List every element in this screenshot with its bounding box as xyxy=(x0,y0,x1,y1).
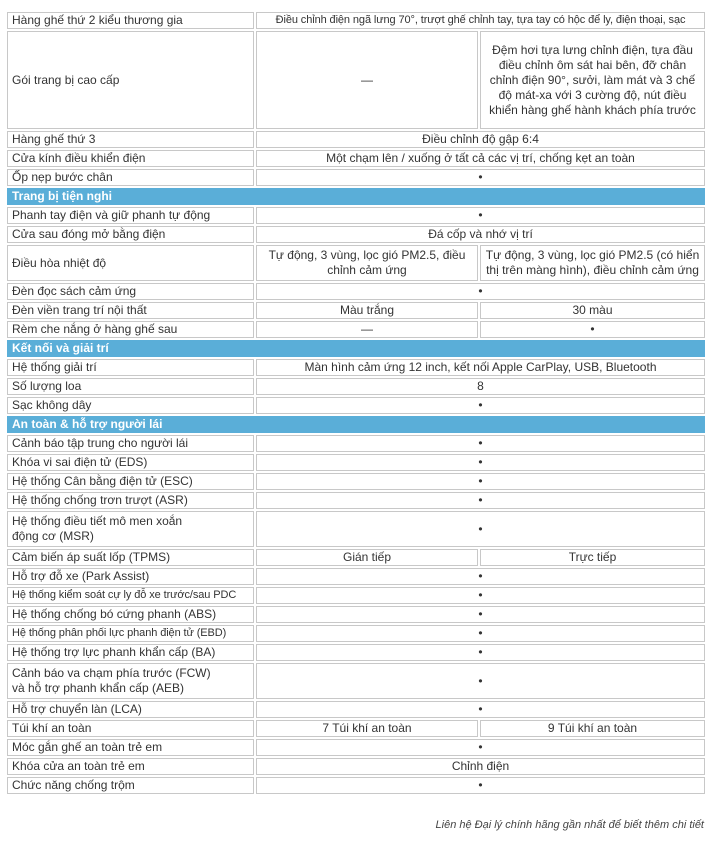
row-label: Chức năng chống trộm xyxy=(7,777,254,794)
row-label: Hệ thống giải trí xyxy=(7,359,254,376)
row-label: Túi khí an toàn xyxy=(7,720,254,737)
row-value-standard: — xyxy=(256,31,478,129)
table-row xyxy=(7,12,705,29)
bullet-value: • xyxy=(256,283,705,300)
row-value: Chỉnh điện xyxy=(256,758,705,775)
table-row xyxy=(7,720,705,737)
row-label xyxy=(7,663,254,699)
table-row xyxy=(7,435,705,452)
row-value-standard: — xyxy=(256,321,478,338)
table-row xyxy=(7,359,705,376)
row-label: Móc gắn ghế an toàn trẻ em xyxy=(7,739,254,756)
table-row xyxy=(7,150,705,167)
table-row xyxy=(7,131,705,148)
table-row xyxy=(7,283,705,300)
row-label: Hệ thống kiểm soát cự ly đỗ xe trước/sau PDC xyxy=(7,587,254,604)
section-title: Trang bị tiện nghi xyxy=(7,188,705,205)
row-label: Hệ thống phân phối lực phanh điện tử (EBD) xyxy=(7,625,254,642)
row-label: Phanh tay điện và giữ phanh tự động xyxy=(7,207,254,224)
bullet-value: • xyxy=(256,606,705,623)
row-label xyxy=(7,511,254,547)
row-value: Điều chỉnh điện ngã lưng 70°, trượt ghế chỉnh tay, tựa tay có hộc để ly, điện thoại, sạc xyxy=(256,12,705,29)
table-row xyxy=(7,777,705,794)
row-label: Hàng ghế thứ 3 xyxy=(7,131,254,148)
row-value-premium: Trực tiếp xyxy=(480,549,705,566)
row-value-premium: Tự động, 3 vùng, lọc gió PM2.5 (có hiển thị trên màng hình), điều chỉnh cảm ứng xyxy=(480,245,705,281)
table-row xyxy=(7,321,705,338)
table-row xyxy=(7,302,705,319)
row-label: Hệ thống Cân bằng điện tử (ESC) xyxy=(7,473,254,490)
bullet-value: • xyxy=(256,587,705,604)
table-row xyxy=(7,207,705,224)
section-header-connectivity xyxy=(7,340,705,357)
row-label-line: và hỗ trợ phanh khẩn cấp (AEB) xyxy=(12,681,184,695)
row-label: Hệ thống trợ lực phanh khẩn cấp (BA) xyxy=(7,644,254,661)
table-row xyxy=(7,625,705,642)
row-label: Khóa vi sai điện tử (EDS) xyxy=(7,454,254,471)
row-label: Hệ thống chống bó cứng phanh (ABS) xyxy=(7,606,254,623)
row-value-standard: Gián tiếp xyxy=(256,549,478,566)
table-row xyxy=(7,226,705,243)
bullet-value: • xyxy=(256,492,705,509)
table-row xyxy=(7,378,705,395)
row-label: Hàng ghế thứ 2 kiểu thương gia xyxy=(7,12,254,29)
footer-note: Liên hệ Đại lý chính hãng gần nhất để biết thêm chi tiết xyxy=(435,819,704,831)
row-label: Hỗ trợ chuyển làn (LCA) xyxy=(7,701,254,718)
row-label-line: động cơ (MSR) xyxy=(12,529,94,543)
table-row xyxy=(7,568,705,585)
row-label-line: Hệ thống điều tiết mô men xoắn xyxy=(12,514,183,528)
bullet-value: • xyxy=(256,663,705,699)
row-value-premium: Đệm hơi tựa lưng chỉnh điện, tựa đầu điều chỉnh ôm sát hai bên, đỡ chân chỉnh điện 90°, sưởi, làm mát và 3 chế độ mát-xa với 3 cường độ, nút điều khiển hàng ghế hành khách phía trước xyxy=(480,31,705,129)
bullet-value: • xyxy=(256,644,705,661)
table-row xyxy=(7,31,705,129)
table-row xyxy=(7,511,705,547)
row-label: Điều hòa nhiệt độ xyxy=(7,245,254,281)
row-label: Đèn đọc sách cảm ứng xyxy=(7,283,254,300)
bullet-value: • xyxy=(256,473,705,490)
row-label: Hỗ trợ đỗ xe (Park Assist) xyxy=(7,568,254,585)
row-label: Sạc không dây xyxy=(7,397,254,414)
table-row xyxy=(7,454,705,471)
row-value: 8 xyxy=(256,378,705,395)
row-label: Rèm che nắng ở hàng ghế sau xyxy=(7,321,254,338)
table-row xyxy=(7,587,705,604)
section-title: Kết nối và giải trí xyxy=(7,340,705,357)
bullet-value: • xyxy=(256,169,705,186)
section-header-safety xyxy=(7,416,705,433)
row-value: Điều chỉnh độ gập 6:4 xyxy=(256,131,705,148)
row-value-premium: 9 Túi khí an toàn xyxy=(480,720,705,737)
section-header-comfort xyxy=(7,188,705,205)
bullet-value: • xyxy=(256,397,705,414)
row-value-standard: Tự động, 3 vùng, lọc gió PM2.5, điều chỉnh cảm ứng xyxy=(256,245,478,281)
row-label: Số lượng loa xyxy=(7,378,254,395)
table-row xyxy=(7,739,705,756)
table-row xyxy=(7,169,705,186)
row-value-premium: • xyxy=(480,321,705,338)
bullet-value: • xyxy=(256,435,705,452)
bullet-value: • xyxy=(256,625,705,642)
table-row xyxy=(7,606,705,623)
row-label: Cửa kính điều khiển điện xyxy=(7,150,254,167)
row-label: Cảnh báo tập trung cho người lái xyxy=(7,435,254,452)
table-row xyxy=(7,549,705,566)
row-label: Hệ thống chống trơn trượt (ASR) xyxy=(7,492,254,509)
section-title: An toàn & hỗ trợ người lái xyxy=(7,416,705,433)
table-row xyxy=(7,758,705,775)
bullet-value: • xyxy=(256,454,705,471)
bullet-value: • xyxy=(256,511,705,547)
table-row xyxy=(7,492,705,509)
bullet-value: • xyxy=(256,568,705,585)
row-value-standard: 7 Túi khí an toàn xyxy=(256,720,478,737)
row-label-line: Cảnh báo va chạm phía trước (FCW) xyxy=(12,666,211,680)
table-row xyxy=(7,701,705,718)
row-label: Khóa cửa an toàn trẻ em xyxy=(7,758,254,775)
table-row xyxy=(7,245,705,281)
bullet-value: • xyxy=(256,207,705,224)
table-row xyxy=(7,397,705,414)
row-label: Đèn viền trang trí nội thất xyxy=(7,302,254,319)
row-label: Cửa sau đóng mở bằng điện xyxy=(7,226,254,243)
table-row xyxy=(7,473,705,490)
bullet-value: • xyxy=(256,777,705,794)
row-value: Đá cốp và nhớ vị trí xyxy=(256,226,705,243)
row-label: Cảm biến áp suất lốp (TPMS) xyxy=(7,549,254,566)
table-row xyxy=(7,663,705,699)
spec-table xyxy=(5,10,707,796)
row-value: Màn hình cảm ứng 12 inch, kết nối Apple CarPlay, USB, Bluetooth xyxy=(256,359,705,376)
row-value-premium: 30 màu xyxy=(480,302,705,319)
table-row xyxy=(7,644,705,661)
bullet-value: • xyxy=(256,739,705,756)
row-label: Ốp nẹp bước chân xyxy=(7,169,254,186)
row-label: Gói trang bị cao cấp xyxy=(7,31,254,129)
row-value: Một chạm lên / xuống ở tất cả các vị trí, chống kẹt an toàn xyxy=(256,150,705,167)
bullet-value: • xyxy=(256,701,705,718)
row-value-standard: Màu trắng xyxy=(256,302,478,319)
